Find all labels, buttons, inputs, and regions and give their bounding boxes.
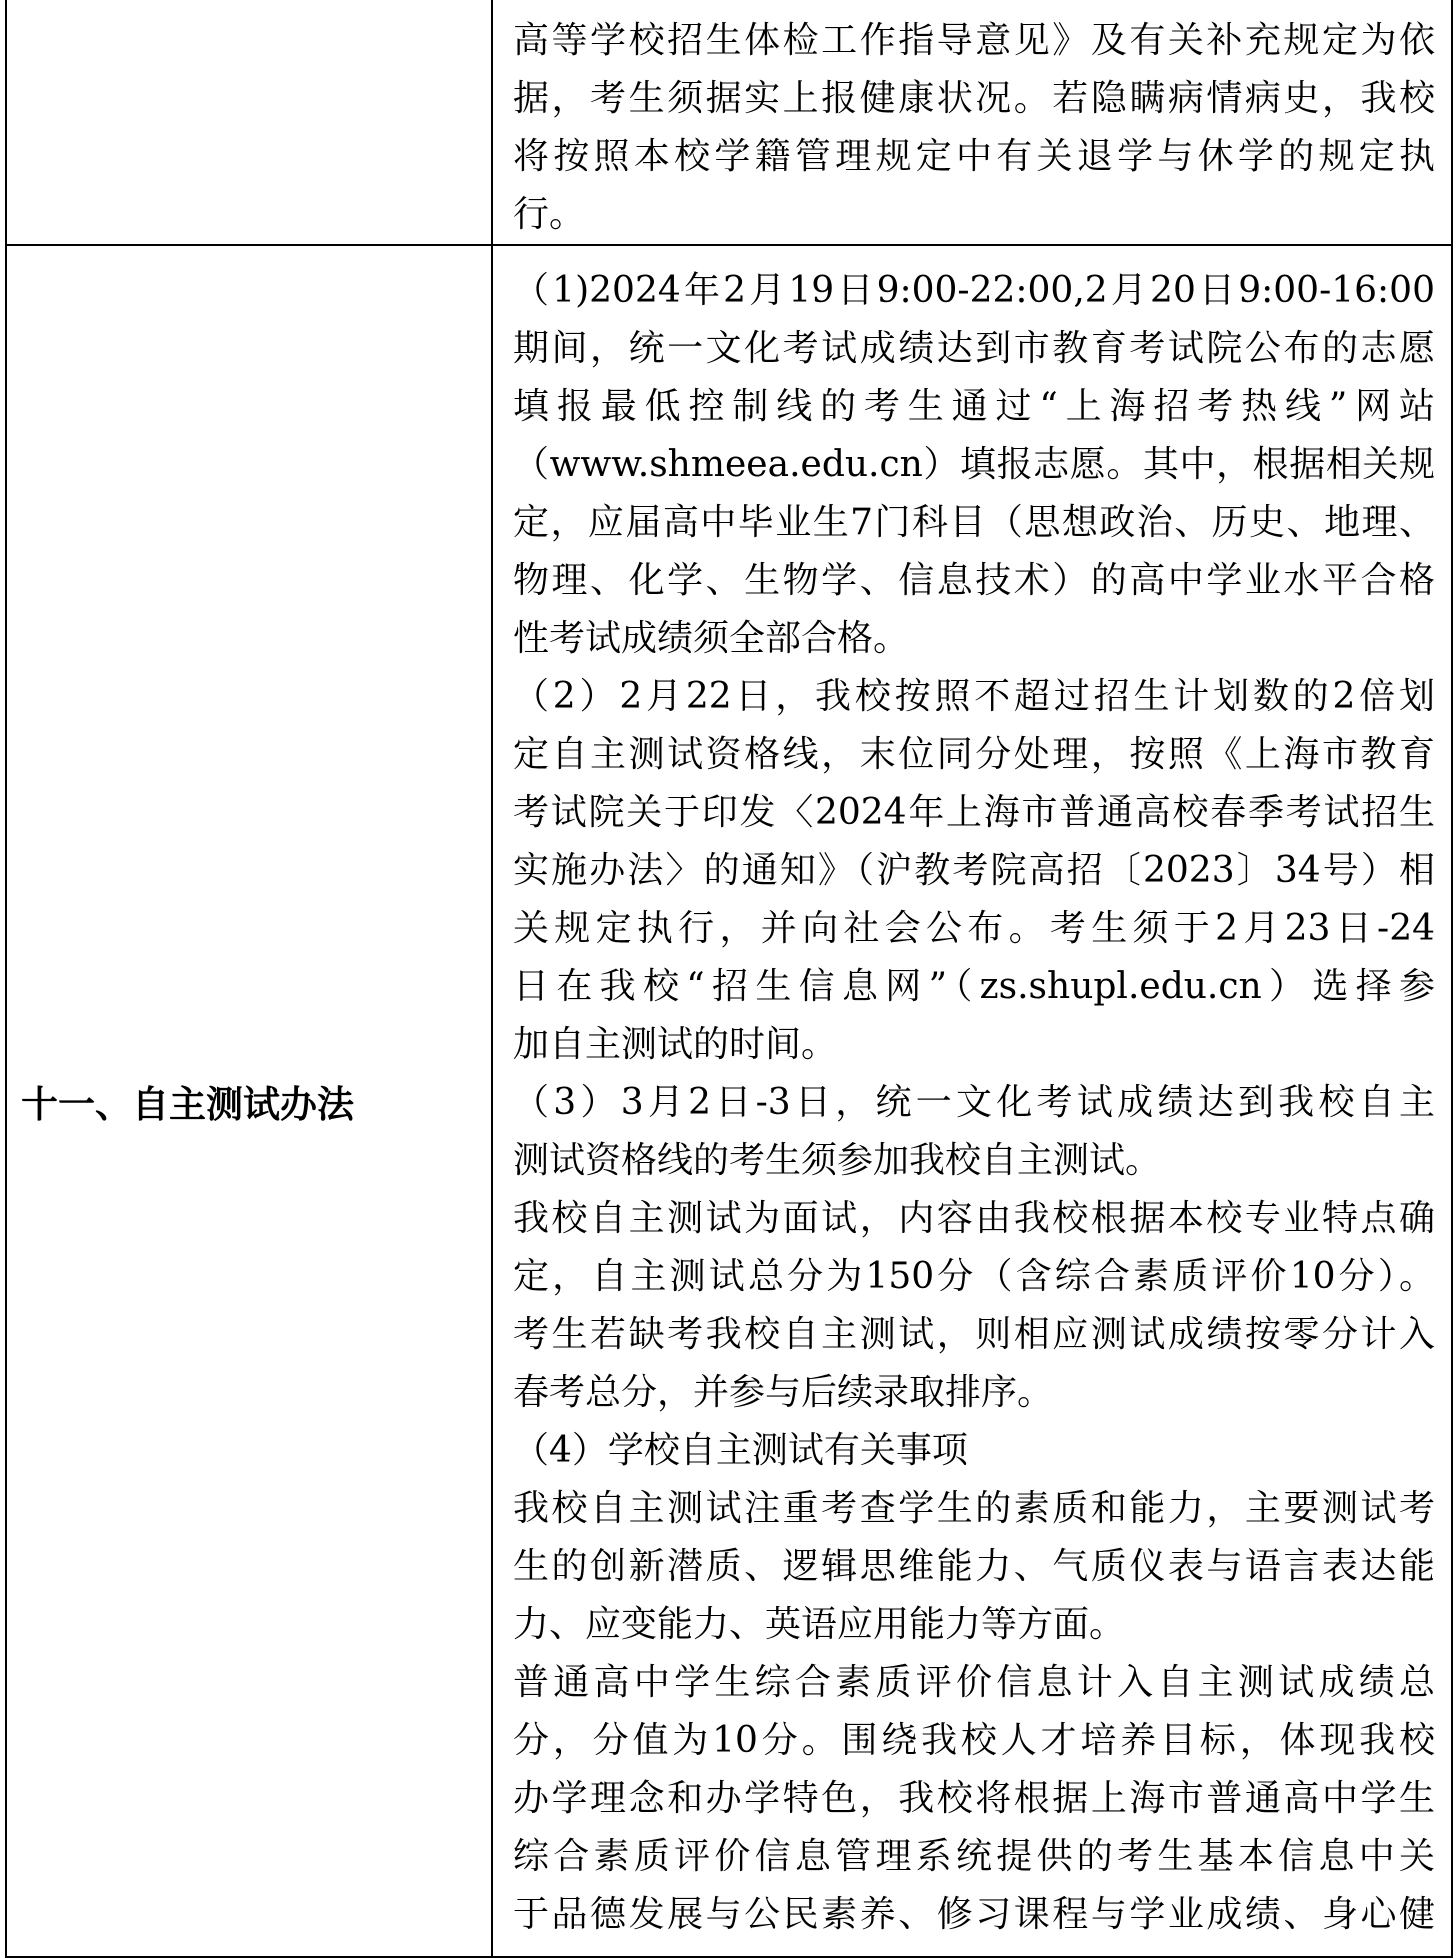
text-line: 普通高中学生综合素质评价信息计入自主测试成绩总 — [513, 1662, 1435, 1703]
text-line: 期间，统一文化考试成绩达到市教育考试院公布的志愿 — [513, 328, 1435, 369]
text-line: 性考试成绩须全部合格。 — [513, 618, 910, 659]
text-line: 物理、化学、生物学、信息技术）的高中学业水平合格 — [513, 560, 1435, 601]
text-line: 实施办法〉的通知》（沪教考院高招〔2023〕34号）相 — [513, 850, 1435, 891]
text-line: 高等学校招生体检工作指导意见》及有关补充规定为依 — [513, 20, 1435, 61]
text-line: 日在我校“招生信息网”（zs.shupl.edu.cn）选择参 — [513, 966, 1435, 1007]
text-line: （1)2024年2月19日9:00-22:00,2月20日9:00-16:00 — [513, 270, 1435, 311]
left-cell-empty — [6, 0, 492, 245]
text-line: （3）3月2日-3日，统一文化考试成绩达到我校自主 — [513, 1082, 1435, 1123]
text-line: 生的创新潜质、逻辑思维能力、气质仪表与语言表达能 — [513, 1546, 1435, 1587]
text-line: 于品德发展与公民素养、修习课程与学业成绩、身心健 — [513, 1894, 1435, 1935]
table-row-health — [6, 0, 1452, 245]
text-line: 定，应届高中毕业生7门科目（思想政治、历史、地理、 — [513, 502, 1435, 543]
text-line: （4）学校自主测试有关事项 — [513, 1430, 968, 1471]
text-line: 填报最低控制线的考生通过“上海招考热线”网站 — [513, 386, 1435, 427]
self-test-text-cell — [492, 245, 1452, 1957]
text-line: 春考总分，并参与后续录取排序。 — [513, 1372, 1054, 1413]
text-line: （2）2月22日，我校按照不超过招生计划数的2倍划 — [513, 676, 1435, 717]
text-line: 考生若缺考我校自主测试，则相应测试成绩按零分计入 — [513, 1314, 1435, 1355]
text-line: 定自主测试资格线，末位同分处理，按照《上海市教育 — [513, 734, 1435, 775]
text-line: 定，自主测试总分为150分（含综合素质评价10分）。 — [513, 1256, 1435, 1297]
text-line: 办学理念和办学特色，我校将根据上海市普通高中学生 — [513, 1778, 1435, 1819]
text-line: 力、应变能力、英语应用能力等方面。 — [513, 1604, 1126, 1645]
document-table — [5, 0, 1453, 1958]
section-label: 十一、自主测试办法 — [6, 245, 492, 1957]
text-line: 将按照本校学籍管理规定中有关退学与休学的规定执 — [513, 136, 1435, 177]
text-line: 我校自主测试为面试，内容由我校根据本校专业特点确 — [513, 1198, 1435, 1239]
table-row-self-test — [6, 245, 1452, 1957]
text-line: 分，分值为10分。围绕我校人才培养目标，体现我校 — [513, 1720, 1435, 1761]
health-text-cell — [492, 0, 1452, 245]
text-line: 测试资格线的考生须参加我校自主测试。 — [513, 1140, 1162, 1181]
text-line: 我校自主测试注重考查学生的素质和能力，主要测试考 — [513, 1488, 1435, 1529]
text-line: 据，考生须据实上报健康状况。若隐瞒病情病史，我校 — [513, 78, 1435, 119]
text-line: 行。 — [513, 194, 586, 235]
text-line: 加自主测试的时间。 — [513, 1024, 838, 1065]
text-line: 综合素质评价信息管理系统提供的考生基本信息中关 — [513, 1836, 1435, 1877]
text-line: 关规定执行，并向社会公布。考生须于2月23日-24 — [513, 908, 1435, 949]
text-line: 考试院关于印发〈2024年上海市普通高校春季考试招生 — [513, 792, 1435, 833]
text-line: （www.shmeea.edu.cn）填报志愿。其中，根据相关规 — [513, 444, 1435, 485]
